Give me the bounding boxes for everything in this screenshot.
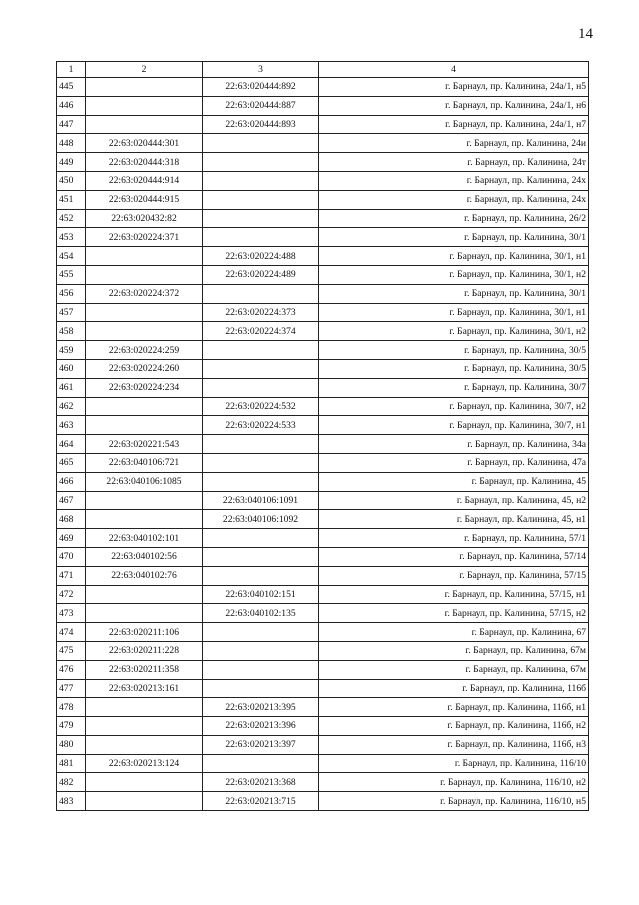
row-number-cell: 474 bbox=[57, 623, 86, 642]
address-cell: г. Барнаул, пр. Калинина, 24х bbox=[319, 190, 589, 209]
address-cell: г. Барнаул, пр. Калинина, 24т bbox=[319, 153, 589, 172]
address-cell: г. Барнаул, пр. Калинина, 24а/1, н5 bbox=[319, 78, 589, 97]
cadastral-number-cell bbox=[86, 78, 203, 97]
table-row bbox=[57, 435, 589, 454]
page-number: 14 bbox=[578, 26, 593, 42]
registry-table bbox=[56, 61, 589, 811]
cadastral-number-cell: 22:63:020224:234 bbox=[86, 378, 203, 397]
premises-cadastral-number-cell: 22:63:020444:893 bbox=[203, 115, 319, 134]
cadastral-number-cell bbox=[86, 585, 203, 604]
cadastral-number-cell bbox=[86, 698, 203, 717]
table-row bbox=[57, 529, 589, 548]
row-number-cell: 465 bbox=[57, 453, 86, 472]
address-cell: г. Барнаул, пр. Калинина, 57/15 bbox=[319, 566, 589, 585]
table-body bbox=[57, 78, 589, 811]
row-number-cell: 462 bbox=[57, 397, 86, 416]
cadastral-number-cell: 22:63:020444:301 bbox=[86, 134, 203, 153]
cadastral-number-cell: 22:63:020224:372 bbox=[86, 284, 203, 303]
table-row bbox=[57, 585, 589, 604]
table-row bbox=[57, 247, 589, 266]
row-number-cell: 449 bbox=[57, 153, 86, 172]
table-row bbox=[57, 623, 589, 642]
cadastral-number-cell: 22:63:020224:260 bbox=[86, 359, 203, 378]
address-cell: г. Барнаул, пр. Калинина, 30/1, н1 bbox=[319, 303, 589, 322]
row-number-cell: 464 bbox=[57, 435, 86, 454]
table-row bbox=[57, 359, 589, 378]
table-row bbox=[57, 754, 589, 773]
row-number-cell: 460 bbox=[57, 359, 86, 378]
address-cell: г. Барнаул, пр. Калинина, 30/1, н2 bbox=[319, 322, 589, 341]
address-cell: г. Барнаул, пр. Калинина, 57/15, н2 bbox=[319, 604, 589, 623]
premises-cadastral-number-cell: 22:63:020213:395 bbox=[203, 698, 319, 717]
row-number-cell: 477 bbox=[57, 679, 86, 698]
cadastral-number-cell: 22:63:020213:124 bbox=[86, 754, 203, 773]
cadastral-number-cell: 22:63:020211:358 bbox=[86, 660, 203, 679]
premises-cadastral-number-cell: 22:63:020224:373 bbox=[203, 303, 319, 322]
address-cell: г. Барнаул, пр. Калинина, 30/1, н2 bbox=[319, 265, 589, 284]
table-row bbox=[57, 491, 589, 510]
premises-cadastral-number-cell: 22:63:040102:135 bbox=[203, 604, 319, 623]
table-row bbox=[57, 190, 589, 209]
cadastral-number-cell bbox=[86, 96, 203, 115]
address-cell: г. Барнаул, пр. Калинина, 67м bbox=[319, 660, 589, 679]
address-cell: г. Барнаул, пр. Калинина, 116/10 bbox=[319, 754, 589, 773]
cadastral-number-cell: 22:63:020213:161 bbox=[86, 679, 203, 698]
premises-cadastral-number-cell: 22:63:020444:892 bbox=[203, 78, 319, 97]
cadastral-number-cell: 22:63:020224:371 bbox=[86, 228, 203, 247]
premises-cadastral-number-cell: 22:63:020224:533 bbox=[203, 416, 319, 435]
row-number-cell: 472 bbox=[57, 585, 86, 604]
row-number-cell: 458 bbox=[57, 322, 86, 341]
address-cell: г. Барнаул, пр. Калинина, 45, н1 bbox=[319, 510, 589, 529]
row-number-cell: 469 bbox=[57, 529, 86, 548]
premises-cadastral-number-cell bbox=[203, 472, 319, 491]
table-row bbox=[57, 284, 589, 303]
premises-cadastral-number-cell: 22:63:020213:368 bbox=[203, 773, 319, 792]
address-cell: г. Барнаул, пр. Калинина, 24и bbox=[319, 134, 589, 153]
table-row bbox=[57, 228, 589, 247]
premises-cadastral-number-cell: 22:63:020224:489 bbox=[203, 265, 319, 284]
column-header-3: 3 bbox=[203, 62, 319, 78]
address-cell: г. Барнаул, пр. Калинина, 26/2 bbox=[319, 209, 589, 228]
cadastral-number-cell: 22:63:020444:914 bbox=[86, 171, 203, 190]
row-number-cell: 453 bbox=[57, 228, 86, 247]
row-number-cell: 448 bbox=[57, 134, 86, 153]
table-row bbox=[57, 735, 589, 754]
table-row bbox=[57, 209, 589, 228]
cadastral-number-cell: 22:63:020211:228 bbox=[86, 641, 203, 660]
header-row bbox=[57, 62, 589, 78]
table-row bbox=[57, 641, 589, 660]
row-number-cell: 476 bbox=[57, 660, 86, 679]
cadastral-number-cell bbox=[86, 247, 203, 266]
premises-cadastral-number-cell: 22:63:020224:532 bbox=[203, 397, 319, 416]
row-number-cell: 482 bbox=[57, 773, 86, 792]
table-row bbox=[57, 773, 589, 792]
table-row bbox=[57, 134, 589, 153]
address-cell: г. Барнаул, пр. Калинина, 116/10, н5 bbox=[319, 792, 589, 811]
row-number-cell: 447 bbox=[57, 115, 86, 134]
row-number-cell: 446 bbox=[57, 96, 86, 115]
premises-cadastral-number-cell bbox=[203, 190, 319, 209]
address-cell: г. Барнаул, пр. Калинина, 34а bbox=[319, 435, 589, 454]
cadastral-number-cell: 22:63:040106:1085 bbox=[86, 472, 203, 491]
cadastral-number-cell bbox=[86, 265, 203, 284]
cadastral-number-cell bbox=[86, 397, 203, 416]
cadastral-number-cell bbox=[86, 510, 203, 529]
cadastral-number-cell bbox=[86, 491, 203, 510]
address-cell: г. Барнаул, пр. Калинина, 30/7, н1 bbox=[319, 416, 589, 435]
row-number-cell: 456 bbox=[57, 284, 86, 303]
table-row bbox=[57, 472, 589, 491]
address-cell: г. Барнаул, пр. Калинина, 116б, н2 bbox=[319, 717, 589, 736]
table-header bbox=[57, 62, 589, 78]
table-row bbox=[57, 660, 589, 679]
table-row bbox=[57, 679, 589, 698]
premises-cadastral-number-cell: 22:63:020444:887 bbox=[203, 96, 319, 115]
premises-cadastral-number-cell bbox=[203, 754, 319, 773]
premises-cadastral-number-cell bbox=[203, 359, 319, 378]
premises-cadastral-number-cell bbox=[203, 641, 319, 660]
address-cell: г. Барнаул, пр. Калинина, 116б bbox=[319, 679, 589, 698]
row-number-cell: 470 bbox=[57, 547, 86, 566]
cadastral-number-cell: 22:63:020432:82 bbox=[86, 209, 203, 228]
row-number-cell: 445 bbox=[57, 78, 86, 97]
premises-cadastral-number-cell bbox=[203, 284, 319, 303]
row-number-cell: 479 bbox=[57, 717, 86, 736]
cadastral-number-cell: 22:63:020211:106 bbox=[86, 623, 203, 642]
cadastral-number-cell: 22:63:040102:56 bbox=[86, 547, 203, 566]
address-cell: г. Барнаул, пр. Калинина, 30/1, н1 bbox=[319, 247, 589, 266]
table-row bbox=[57, 510, 589, 529]
table-row bbox=[57, 153, 589, 172]
row-number-cell: 459 bbox=[57, 341, 86, 360]
premises-cadastral-number-cell: 22:63:020224:374 bbox=[203, 322, 319, 341]
table-row bbox=[57, 115, 589, 134]
premises-cadastral-number-cell bbox=[203, 435, 319, 454]
row-number-cell: 450 bbox=[57, 171, 86, 190]
premises-cadastral-number-cell bbox=[203, 623, 319, 642]
cadastral-number-cell bbox=[86, 115, 203, 134]
cadastral-number-cell: 22:63:040106:721 bbox=[86, 453, 203, 472]
row-number-cell: 457 bbox=[57, 303, 86, 322]
address-cell: г. Барнаул, пр. Калинина, 67м bbox=[319, 641, 589, 660]
premises-cadastral-number-cell: 22:63:020213:397 bbox=[203, 735, 319, 754]
row-number-cell: 461 bbox=[57, 378, 86, 397]
row-number-cell: 467 bbox=[57, 491, 86, 510]
address-cell: г. Барнаул, пр. Калинина, 30/5 bbox=[319, 359, 589, 378]
row-number-cell: 473 bbox=[57, 604, 86, 623]
premises-cadastral-number-cell bbox=[203, 529, 319, 548]
address-cell: г. Барнаул, пр. Калинина, 24а/1, н6 bbox=[319, 96, 589, 115]
premises-cadastral-number-cell bbox=[203, 453, 319, 472]
address-cell: г. Барнаул, пр. Калинина, 45, н2 bbox=[319, 491, 589, 510]
premises-cadastral-number-cell: 22:63:040102:151 bbox=[203, 585, 319, 604]
address-cell: г. Барнаул, пр. Калинина, 30/1 bbox=[319, 228, 589, 247]
cadastral-number-cell: 22:63:020444:318 bbox=[86, 153, 203, 172]
address-cell: г. Барнаул, пр. Калинина, 57/1 bbox=[319, 529, 589, 548]
premises-cadastral-number-cell bbox=[203, 566, 319, 585]
table-row bbox=[57, 604, 589, 623]
address-cell: г. Барнаул, пр. Калинина, 116б, н3 bbox=[319, 735, 589, 754]
cadastral-number-cell bbox=[86, 322, 203, 341]
row-number-cell: 455 bbox=[57, 265, 86, 284]
table-row bbox=[57, 303, 589, 322]
cadastral-number-cell bbox=[86, 792, 203, 811]
premises-cadastral-number-cell bbox=[203, 171, 319, 190]
table-row bbox=[57, 566, 589, 585]
table-row bbox=[57, 698, 589, 717]
cadastral-number-cell bbox=[86, 735, 203, 754]
premises-cadastral-number-cell: 22:63:020213:715 bbox=[203, 792, 319, 811]
row-number-cell: 481 bbox=[57, 754, 86, 773]
column-header-4: 4 bbox=[319, 62, 589, 78]
row-number-cell: 451 bbox=[57, 190, 86, 209]
address-cell: г. Барнаул, пр. Калинина, 30/5 bbox=[319, 341, 589, 360]
row-number-cell: 454 bbox=[57, 247, 86, 266]
premises-cadastral-number-cell bbox=[203, 679, 319, 698]
address-cell: г. Барнаул, пр. Калинина, 116/10, н2 bbox=[319, 773, 589, 792]
table-row bbox=[57, 547, 589, 566]
cadastral-number-cell bbox=[86, 717, 203, 736]
row-number-cell: 480 bbox=[57, 735, 86, 754]
premises-cadastral-number-cell bbox=[203, 134, 319, 153]
row-number-cell: 452 bbox=[57, 209, 86, 228]
table-row bbox=[57, 397, 589, 416]
row-number-cell: 468 bbox=[57, 510, 86, 529]
address-cell: г. Барнаул, пр. Калинина, 24х bbox=[319, 171, 589, 190]
cadastral-number-cell bbox=[86, 416, 203, 435]
address-cell: г. Барнаул, пр. Калинина, 30/7, н2 bbox=[319, 397, 589, 416]
column-header-1: 1 bbox=[57, 62, 86, 78]
row-number-cell: 463 bbox=[57, 416, 86, 435]
premises-cadastral-number-cell bbox=[203, 153, 319, 172]
table-row bbox=[57, 416, 589, 435]
table-row bbox=[57, 341, 589, 360]
cadastral-number-cell: 22:63:040102:101 bbox=[86, 529, 203, 548]
address-cell: г. Барнаул, пр. Калинина, 116б, н1 bbox=[319, 698, 589, 717]
address-cell: г. Барнаул, пр. Калинина, 30/7 bbox=[319, 378, 589, 397]
row-number-cell: 483 bbox=[57, 792, 86, 811]
cadastral-number-cell: 22:63:020444:915 bbox=[86, 190, 203, 209]
cadastral-number-cell bbox=[86, 303, 203, 322]
address-cell: г. Барнаул, пр. Калинина, 47а bbox=[319, 453, 589, 472]
premises-cadastral-number-cell bbox=[203, 341, 319, 360]
cadastral-number-cell: 22:63:020224:259 bbox=[86, 341, 203, 360]
row-number-cell: 471 bbox=[57, 566, 86, 585]
address-cell: г. Барнаул, пр. Калинина, 67 bbox=[319, 623, 589, 642]
premises-cadastral-number-cell: 22:63:040106:1091 bbox=[203, 491, 319, 510]
address-cell: г. Барнаул, пр. Калинина, 57/15, н1 bbox=[319, 585, 589, 604]
premises-cadastral-number-cell: 22:63:020213:396 bbox=[203, 717, 319, 736]
address-cell: г. Барнаул, пр. Калинина, 24а/1, н7 bbox=[319, 115, 589, 134]
table-row bbox=[57, 792, 589, 811]
address-cell: г. Барнаул, пр. Калинина, 45 bbox=[319, 472, 589, 491]
address-cell: г. Барнаул, пр. Калинина, 57/14 bbox=[319, 547, 589, 566]
premises-cadastral-number-cell bbox=[203, 547, 319, 566]
table-row bbox=[57, 378, 589, 397]
cadastral-number-cell bbox=[86, 604, 203, 623]
table-row bbox=[57, 78, 589, 97]
premises-cadastral-number-cell bbox=[203, 228, 319, 247]
column-header-2: 2 bbox=[86, 62, 203, 78]
premises-cadastral-number-cell bbox=[203, 378, 319, 397]
premises-cadastral-number-cell: 22:63:020224:488 bbox=[203, 247, 319, 266]
row-number-cell: 475 bbox=[57, 641, 86, 660]
table-row bbox=[57, 171, 589, 190]
row-number-cell: 478 bbox=[57, 698, 86, 717]
cadastral-number-cell: 22:63:040102:76 bbox=[86, 566, 203, 585]
cadastral-number-cell bbox=[86, 773, 203, 792]
table-row bbox=[57, 265, 589, 284]
table-row bbox=[57, 453, 589, 472]
address-cell: г. Барнаул, пр. Калинина, 30/1 bbox=[319, 284, 589, 303]
premises-cadastral-number-cell bbox=[203, 660, 319, 679]
cadastral-number-cell: 22:63:020221:543 bbox=[86, 435, 203, 454]
table-row bbox=[57, 96, 589, 115]
table-row bbox=[57, 717, 589, 736]
table-row bbox=[57, 322, 589, 341]
row-number-cell: 466 bbox=[57, 472, 86, 491]
premises-cadastral-number-cell bbox=[203, 209, 319, 228]
premises-cadastral-number-cell: 22:63:040106:1092 bbox=[203, 510, 319, 529]
